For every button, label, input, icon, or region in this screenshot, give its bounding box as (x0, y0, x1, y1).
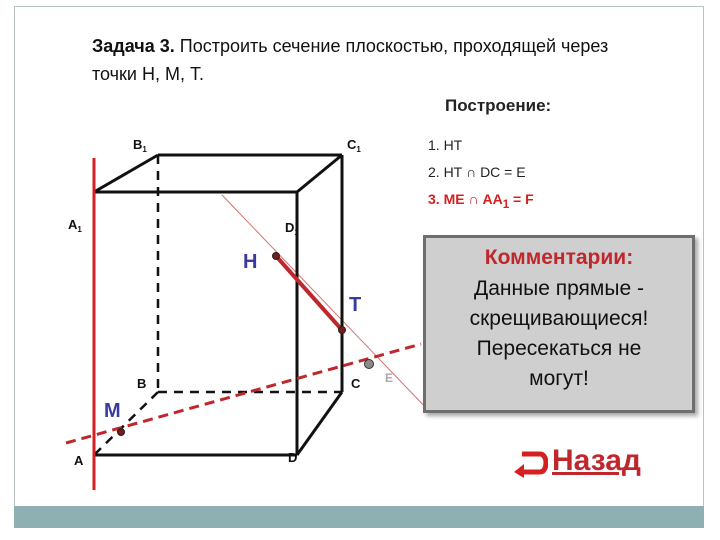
edge-a1b1 (94, 155, 158, 192)
point-e (365, 360, 374, 369)
line-me (66, 344, 421, 443)
label-vertex-a1 (68, 217, 82, 234)
label-t: Т (349, 294, 362, 316)
label-vertex-a: A (74, 453, 84, 468)
label-h: Н (243, 251, 258, 273)
construction-title: Построение: (445, 96, 552, 115)
edge-cd (297, 392, 342, 455)
label-e: E (385, 371, 394, 385)
helper-line-e (222, 195, 430, 412)
step3-subscript: 1 (502, 197, 510, 211)
comment-body (426, 274, 692, 394)
label-vertex-d1-letter: D (285, 220, 295, 235)
comment-line-4: могут! (529, 367, 589, 390)
task-number: Задача 3. (92, 36, 175, 56)
label-vertex-a1-sub: 1 (77, 225, 82, 234)
comment-line-1: Данные прямые - (474, 277, 644, 300)
label-m: М (104, 400, 121, 422)
step3-suffix: = F (509, 191, 534, 207)
step3-prefix: 3. МЕ ∩ АА (428, 191, 503, 207)
label-vertex-b1 (133, 137, 147, 154)
label-vertex-d1-sub: 1 (294, 228, 299, 237)
task-text: Построить сечение плоскостью, проходящей через точки Н, М, Т. (92, 36, 609, 84)
comment-line-2: скрещивающиеся! (469, 307, 649, 330)
comment-box (423, 235, 695, 413)
label-vertex-b1-sub: 1 (142, 145, 147, 154)
label-vertex-d: D (288, 450, 298, 465)
back-link[interactable]: Назад (552, 444, 641, 477)
point-t (339, 327, 346, 334)
label-vertex-c1 (347, 137, 361, 154)
point-m (118, 429, 125, 436)
comment-line-3: Пересекаться не (476, 337, 642, 360)
edge-d1c1 (297, 155, 342, 192)
segment-ht (276, 256, 342, 330)
label-vertex-c: C (351, 376, 361, 391)
label-vertex-b1-letter: B (133, 137, 143, 152)
point-h (273, 253, 280, 260)
construction-step-1: 1. НТ (428, 137, 463, 153)
label-vertex-c1-letter: C (347, 137, 357, 152)
construction-step-2: 2. НТ ∩ DC = E (428, 164, 526, 180)
comment-title: Комментарии: (484, 246, 634, 269)
label-vertex-a1-letter: A (68, 217, 78, 232)
back-arrow-icon[interactable] (510, 448, 548, 478)
label-vertex-b: B (137, 376, 147, 391)
label-vertex-c1-sub: 1 (356, 145, 361, 154)
